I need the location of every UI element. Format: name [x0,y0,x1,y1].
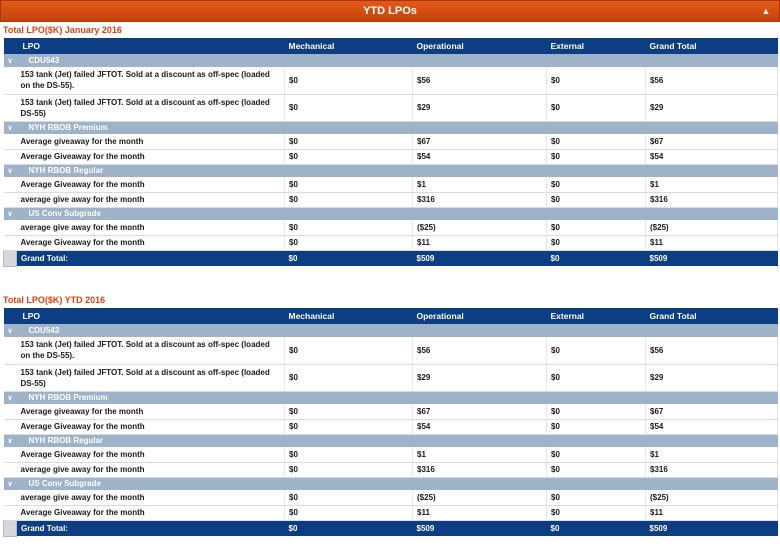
row-spacer [4,404,17,419]
external-value: $0 [547,177,646,192]
grand-total-total: $509 [649,523,668,533]
group-header-row[interactable] [4,207,778,220]
mechanical-total: $0 [288,523,298,533]
column-header-mechanical[interactable]: Mechanical [288,41,335,51]
table-row [4,134,778,149]
operational-value: $54 [413,149,547,164]
header-spacer [4,308,17,324]
operational-value: $316 [413,462,547,477]
panel-title-bar [0,0,780,22]
lpo-label: Average giveaway for the month [17,134,285,149]
lpo-label: Average Giveaway for the month [17,505,285,520]
external-value: $0 [547,220,646,235]
lpo-label: 153 tank (Jet) failed JFTOT. Sold at a discount as off-spec (loaded on the DS-55). [17,67,285,94]
column-header-lpo[interactable]: LPO [22,41,40,51]
external-value: $0 [547,192,646,207]
column-header-operational[interactable]: Operational [416,41,464,51]
operational-value: $67 [413,404,547,419]
group-name: NYH RBOB Regular [28,436,104,446]
table-row [4,462,778,477]
row-spacer [4,337,17,364]
column-header-grand-total[interactable]: Grand Total [649,311,697,321]
operational-value: $67 [413,134,547,149]
lpo-label: Average giveaway for the month [17,404,285,419]
mechanical-value: $0 [285,490,413,505]
external-total: $0 [550,523,560,533]
table-row [4,364,778,391]
operational-value: $11 [413,505,547,520]
table-row [4,404,778,419]
grand-total-total: $509 [649,253,668,263]
table-row [4,94,778,121]
lpo-label: 153 tank (Jet) failed JFTOT. Sold at a discount as off-spec (loaded DS-55) [17,94,285,121]
header-spacer [4,38,17,54]
external-value: $0 [547,149,646,164]
column-header-mechanical[interactable]: Mechanical [288,311,335,321]
mechanical-total: $0 [288,253,298,263]
table-row [4,177,778,192]
external-value: $0 [547,364,646,391]
operational-value: $56 [413,67,547,94]
grand-total-value: $67 [646,404,778,419]
mechanical-value: $0 [285,235,413,250]
external-value: $0 [547,67,646,94]
mechanical-value: $0 [285,447,413,462]
row-spacer [4,177,17,192]
chevron-down-icon[interactable]: ∨ [7,480,13,488]
grand-total-value: ($25) [646,220,778,235]
operational-value: $1 [413,177,547,192]
group-header-row[interactable] [4,54,778,67]
grand-total-value: $1 [646,447,778,462]
grand-total-value: $56 [646,67,778,94]
operational-value: $1 [413,447,547,462]
grand-total-value: $316 [646,192,778,207]
lpo-label: 153 tank (Jet) failed JFTOT. Sold at a discount as off-spec (loaded on the DS-55). [17,337,285,364]
group-header-row[interactable] [4,391,778,404]
grand-total-value: $56 [646,337,778,364]
external-value: $0 [547,490,646,505]
grand-total-value: $54 [646,419,778,434]
mechanical-value: $0 [285,134,413,149]
chevron-down-icon[interactable]: ∨ [7,124,13,132]
table-row [4,490,778,505]
mechanical-value: $0 [285,149,413,164]
external-value: $0 [547,505,646,520]
group-header-row[interactable] [4,477,778,490]
table-row [4,67,778,94]
table-row [4,192,778,207]
lpo-label: average give away for the month [17,220,285,235]
grand-total-value: $1 [646,177,778,192]
lpo-label: average give away for the month [17,462,285,477]
operational-value: ($25) [413,490,547,505]
column-header-grand-total[interactable]: Grand Total [649,41,697,51]
mechanical-value: $0 [285,419,413,434]
operational-total: $509 [416,523,435,533]
table-row [4,447,778,462]
external-value: $0 [547,462,646,477]
section-title: Total LPO($K) January 2016 [3,25,122,35]
table-header-row [4,308,778,324]
lpo-table [3,308,778,537]
mechanical-value: $0 [285,505,413,520]
row-spacer [4,149,17,164]
grand-total-value: $67 [646,134,778,149]
lpo-label: Average Giveaway for the month [17,447,285,462]
grand-total-value: $316 [646,462,778,477]
grand-total-row [4,250,778,266]
group-header-row[interactable] [4,164,778,177]
column-header-external[interactable]: External [550,41,585,51]
group-name: NYH RBOB Premium [28,393,108,403]
mechanical-value: $0 [285,364,413,391]
group-name: US Conv Subgrade [28,479,101,489]
grand-total-value: $11 [646,235,778,250]
lpo-label: Average Giveaway for the month [17,235,285,250]
section-title: Total LPO($K) YTD 2016 [3,295,106,305]
row-spacer [4,364,17,391]
table-row [4,149,778,164]
table-row [4,337,778,364]
lpo-label: Average Giveaway for the month [17,149,285,164]
lpo-label: 153 tank (Jet) failed JFTOT. Sold at a discount as off-spec (loaded DS-55) [17,364,285,391]
table-header-row [4,38,778,54]
mechanical-value: $0 [285,462,413,477]
operational-value: $316 [413,192,547,207]
row-spacer [4,462,17,477]
lpo-table [3,38,778,267]
operational-value: $54 [413,419,547,434]
grand-total-value: $11 [646,505,778,520]
lpo-label: Average Giveaway for the month [17,419,285,434]
chevron-up-icon[interactable]: ▲ [761,6,771,16]
operational-value: ($25) [413,220,547,235]
column-header-external[interactable]: External [550,311,585,321]
chevron-down-icon[interactable]: ∨ [7,167,13,175]
group-name: NYH RBOB Regular [28,166,104,176]
row-spacer [4,447,17,462]
lpo-label: average give away for the month [17,490,285,505]
mechanical-value: $0 [285,404,413,419]
row-spacer [4,192,17,207]
row-spacer [4,419,17,434]
external-value: $0 [547,447,646,462]
mechanical-value: $0 [285,337,413,364]
table-row [4,505,778,520]
row-spacer [4,505,17,520]
chevron-down-icon[interactable]: ∨ [7,57,13,65]
external-total: $0 [550,253,560,263]
lpo-label: Average Giveaway for the month [17,177,285,192]
external-value: $0 [547,134,646,149]
column-header-operational[interactable]: Operational [416,311,464,321]
row-spacer [4,490,17,505]
row-select-box[interactable] [4,520,17,536]
group-name: CDU543 [28,56,60,65]
group-name: CDU543 [28,326,60,335]
grand-total-value: $29 [646,364,778,391]
group-name: NYH RBOB Premium [28,123,108,133]
row-spacer [4,67,17,94]
operational-value: $56 [413,337,547,364]
row-spacer [4,220,17,235]
operational-value: $29 [413,364,547,391]
chevron-down-icon[interactable]: ∨ [7,327,13,335]
table-row [4,220,778,235]
mechanical-value: $0 [285,220,413,235]
chevron-down-icon[interactable]: ∨ [7,210,13,218]
row-spacer [4,134,17,149]
operational-value: $29 [413,94,547,121]
row-select-box[interactable] [4,250,17,266]
panel-title: YTD LPOs [363,5,417,17]
group-header-row[interactable] [4,434,778,447]
external-value: $0 [547,404,646,419]
external-value: $0 [547,235,646,250]
grand-total-row [4,520,778,536]
external-value: $0 [547,337,646,364]
operational-total: $509 [416,253,435,263]
mechanical-value: $0 [285,177,413,192]
grand-total-value: $54 [646,149,778,164]
mechanical-value: $0 [285,94,413,121]
lpo-label: average give away for the month [17,192,285,207]
external-value: $0 [547,94,646,121]
table-row [4,235,778,250]
chevron-down-icon[interactable]: ∨ [7,437,13,445]
row-spacer [4,94,17,121]
grand-total-label: Grand Total: [21,523,68,533]
operational-value: $11 [413,235,547,250]
mechanical-value: $0 [285,192,413,207]
grand-total-value: ($25) [646,490,778,505]
group-name: US Conv Subgrade [28,209,101,219]
grand-total-value: $29 [646,94,778,121]
column-header-lpo[interactable]: LPO [22,311,40,321]
chevron-down-icon[interactable]: ∨ [7,394,13,402]
mechanical-value: $0 [285,67,413,94]
table-row [4,419,778,434]
grand-total-label: Grand Total: [21,253,68,263]
group-header-row[interactable] [4,121,778,134]
row-spacer [4,235,17,250]
external-value: $0 [547,419,646,434]
group-header-row[interactable] [4,324,778,337]
